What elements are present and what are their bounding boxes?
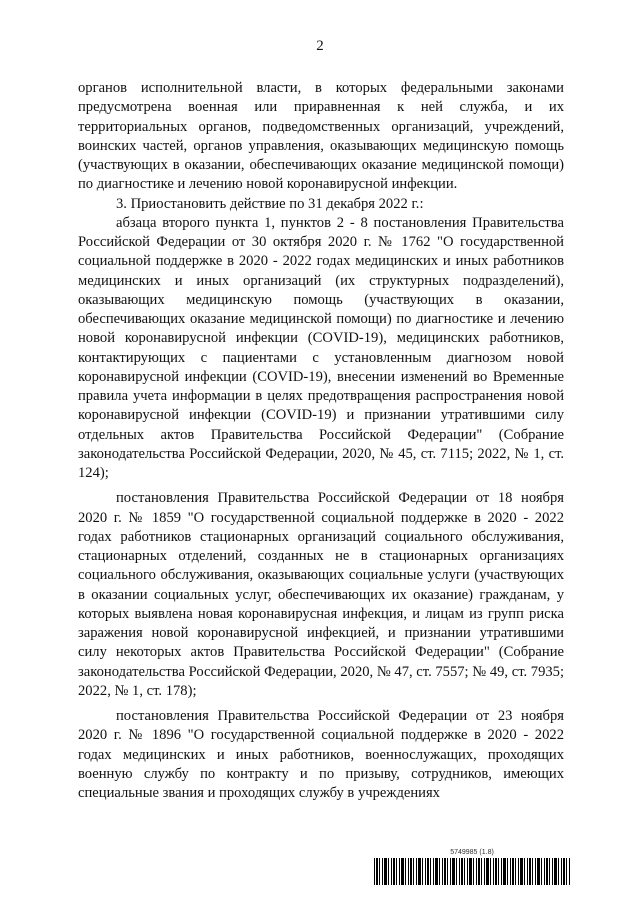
paragraph-decree-1762: абзаца второго пункта 1, пунктов 2 - 8 постановления Правительства Российской Федерации от 30 октября 2020 г. № 1762 "О государственной социальной поддержке в 2020 - 2022 годах медицинских и иных работников медицинских и иных организаций (их структурных подразделений), оказывающих медицинскую помощь (участвующих в оказании, обеспечивающих оказание медицинской помощи) по диагностике и лечению новой коронавирусной инфекции (COVID-19), медицинских работников, контактирующих с пациентами с установленным диагнозом новой коронавирусной инфекции (COVID-19), внесении изменений во Временные правила учета информации в целях предотвращения распространения новой коронавирусной инфекции (COVID-19) и признании утратившими силу отдельных актов Правительства Российской Федерации" (Собрание законодательства Российской Федерации, 2020, № 45, ст. 7115; 2022, № 1, ст. 124);	[78, 214, 564, 481]
barcode	[374, 848, 570, 888]
paragraph-item-3: 3. Приостановить действие по 31 декабря 2022 г.:	[116, 195, 424, 212]
paragraph-continuation: органов исполнительной власти, в которых федеральными законами предусмотрена военная или приравненная к ней служба, и их территориальных органов, подведомственных организаций, учреждений, воинских частей, органов управления, оказывающих медицинскую помощь (участвующих в оказании, обеспечивающих оказание медицинской помощи) по диагностике и лечению новой коронавирусной инфекции.	[78, 80, 564, 193]
barcode-bars	[374, 858, 570, 885]
paragraph-decree-1859: постановления Правительства Российской Федерации от 18 ноября 2020 г. № 1859 "О государственной социальной поддержке в 2020 - 2022 годах работников стационарных организаций социального обслуживания, стационарных отделений, созданных не в стационарных организациях социального обслуживания, оказывающих социальные услуги (участвующих в оказании социальных услуг, обеспечивающих их оказание) гражданам, у которых выявлена новая коронавирусная инфекция, и лицам из групп риска заражения новой коронавирусной инфекцией, и признании утратившими силу некоторых актов Правительства Российской Федерации" (Собрание законодательства Российской Федерации, 2020, № 47, ст. 7557; № 49, ст. 7935; 2022, № 1, ст. 178);	[78, 490, 565, 699]
paragraph-decree-1896: постановления Правительства Российской Федерации от 23 ноября 2020 г. № 1896 "О государственной социальной поддержке в 2020 - 2022 годах медицинских и иных работников, военнослужащих, проходящих военную службу по контракту и по призыву, сотрудников, имеющих специальные звания и проходящих службу в учреждениях	[78, 708, 564, 801]
barcode-label: 5749985 (1.8)	[450, 849, 494, 856]
page-number: 2	[316, 38, 324, 54]
document-body	[78, 79, 564, 803]
